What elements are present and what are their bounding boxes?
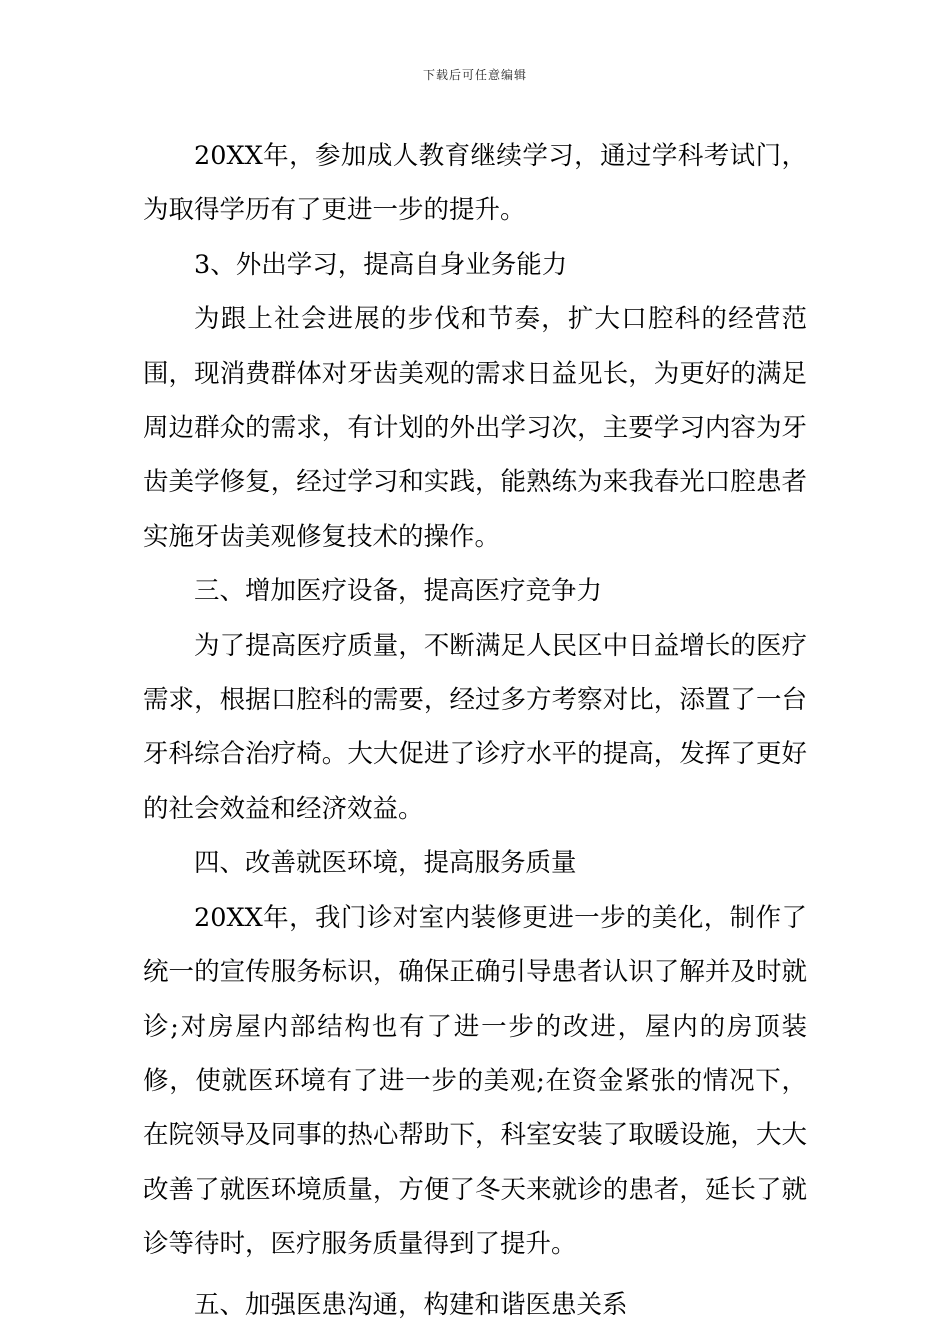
paragraph-intro: 20XX年，参加成人教育继续学习，通过学科考试门，为取得学历有了更进一步的提升。	[143, 141, 807, 226]
section-heading-environment: 四、改善就医环境，提高服务质量	[194, 848, 577, 879]
section-heading-study: 3、外出学习，提高自身业务能力	[194, 249, 568, 280]
header-note: 下载后可任意编辑	[422, 68, 527, 82]
paragraph-environment: 20XX年，我门诊对室内装修更进一步的美化，制作了统一的宣传服务标识，确保正确引导患者认识了解并及时就诊;对房屋内部结构也有了进一步的改进，屋内的房顶装修，使就医环境有了进一步的美观;在资金紧张的情况下，在院领导及同事的热心帮助下，科室安装了取暖设施，大大改善了就医环境质量，方便了冬天来就诊的患者，延长了就诊等待时，医疗服务质量得到了提升。	[143, 902, 807, 1260]
paragraph-study: 为跟上社会进展的步伐和节奏，扩大口腔科的经营范围，现消费群体对牙齿美观的需求日益见长，为更好的满足周边群众的需求，有计划的外出学习次，主要学习内容为牙齿美学修复，经过学习和实践，能熟练为来我春光口腔患者实施牙齿美观修复技术的操作。	[143, 304, 807, 552]
paragraph-equipment: 为了提高医疗质量，不断满足人民区中日益增长的医疗需求，根据口腔科的需要，经过多方考察对比，添置了一台牙科综合治疗椅。大大促进了诊疗水平的提高，发挥了更好的社会效益和经济效益。	[143, 630, 807, 824]
section-heading-communication: 五、加强医患沟通，构建和谐医患关系	[194, 1289, 628, 1320]
document-body	[143, 129, 807, 1332]
section-heading-equipment: 三、增加医疗设备，提高医疗竞争力	[194, 576, 603, 607]
